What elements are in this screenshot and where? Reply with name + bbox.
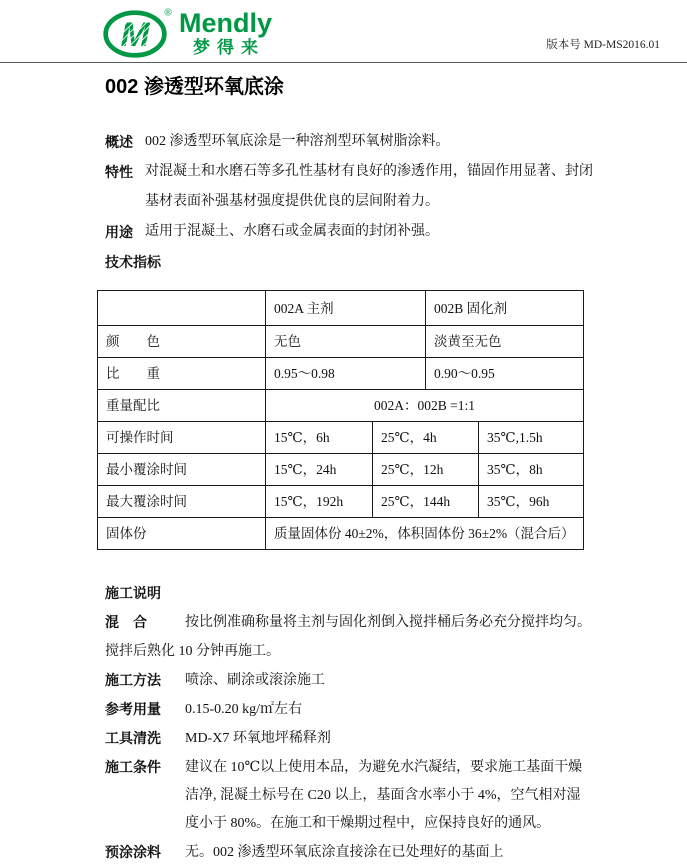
min-recoat-15: 15℃，24h <box>266 454 373 485</box>
usage-label: 用途 <box>105 224 133 240</box>
intro-section <box>105 127 657 277</box>
table-row-op-time <box>98 422 583 454</box>
construction-heading: 施工说明 <box>105 585 161 601</box>
color-b: 淡黄至无色 <box>434 334 502 349</box>
table-row-color <box>98 326 583 358</box>
ratio-label: 重量配比 <box>98 390 266 421</box>
conditions-text: 建议在 10℃以上使用本品，为避免水汽凝结，要求施工基面干燥洁净, 混凝土标号在 C20 以上，基面含水率小于 4%，空气相对湿度小于 80%。在施工和干燥期过程中，应保持良好的通风。 <box>185 760 583 831</box>
overview-text: 002 渗透型环氧底涂是一种溶剂型环氧树脂涂料。 <box>145 134 450 149</box>
conditions-label: 施工条件 <box>105 759 161 775</box>
registered-mark-icon: ® <box>164 7 172 19</box>
mixing-label: 混 合 <box>105 614 147 630</box>
mixing-row <box>105 608 657 637</box>
overview-label: 概述 <box>105 134 133 150</box>
solids-label: 固体份 <box>98 518 266 549</box>
header-002a: 002A 主剂 <box>266 291 426 325</box>
color-a: 无色 <box>266 326 426 357</box>
page-title: 002 渗透型环氧底涂 <box>105 76 284 98</box>
gravity-b: 0.90～0.95 <box>434 366 495 381</box>
conditions-row <box>105 753 657 838</box>
usage-text: 适用于混凝土、水磨石或金属表面的封闭补强。 <box>145 224 439 239</box>
features-row <box>105 157 657 217</box>
max-recoat-35: 35℃，96h <box>487 494 550 509</box>
cleaning-text: MD-X7 环氧地坪稀释剂 <box>185 731 331 746</box>
max-recoat-15: 15℃，192h <box>266 486 373 517</box>
table-row-ratio <box>98 390 583 422</box>
mixing-note: 搅拌后熟化 10 分钟再施工。 <box>105 644 280 659</box>
color-label: 颜 色 <box>98 326 266 357</box>
brand-name-cn: 梦得来 <box>193 38 265 57</box>
method-text: 喷涂、刷涂或滚涂施工 <box>185 673 325 688</box>
solids-value: 质量固体份 40±2%，体积固体份 36±2%（混合后） <box>274 526 575 541</box>
cleaning-label: 工具清洗 <box>105 730 161 746</box>
op-time-35: 35℃,1.5h <box>487 430 543 445</box>
method-row <box>105 666 657 695</box>
construction-section <box>105 578 657 867</box>
dosage-row <box>105 695 657 724</box>
table-row-solids <box>98 518 583 549</box>
min-recoat-25: 25℃，12h <box>373 454 479 485</box>
max-recoat-label: 最大覆涂时间 <box>98 486 266 517</box>
op-time-label: 可操作时间 <box>98 422 266 453</box>
min-recoat-label: 最小覆涂时间 <box>98 454 266 485</box>
precoat-row <box>105 838 657 867</box>
page-header <box>0 0 687 63</box>
gravity-a: 0.95～0.98 <box>266 358 426 389</box>
op-time-25: 25℃，4h <box>373 422 479 453</box>
features-label: 特性 <box>105 164 133 180</box>
tech-table <box>97 290 584 550</box>
max-recoat-25: 25℃，144h <box>373 486 479 517</box>
mixing-text: 按比例准确称量将主剂与固化剂倒入搅拌桶后务必充分搅拌均匀。 <box>185 615 591 630</box>
tech-indicators-heading: 技术指标 <box>105 254 161 270</box>
version-number: 版本号 MD-MS2016.01 <box>546 39 660 51</box>
table-row-gravity <box>98 358 583 390</box>
precoat-text: 无。002 渗透型环氧底涂直接涂在已处理好的基面上 <box>185 845 504 860</box>
gravity-label: 比 重 <box>98 358 266 389</box>
brand-name: Mendly <box>179 8 273 38</box>
table-row-max-recoat <box>98 486 583 518</box>
precoat-label: 预涂涂料 <box>105 844 161 860</box>
dosage-label: 参考用量 <box>105 701 161 717</box>
brand-text <box>179 6 272 56</box>
cleaning-row <box>105 724 657 753</box>
table-row-min-recoat <box>98 454 583 486</box>
method-label: 施工方法 <box>105 672 161 688</box>
min-recoat-35: 35℃，8h <box>487 462 543 477</box>
dosage-text: 0.15-0.20 kg/㎡左右 <box>185 702 303 717</box>
features-text: 对混凝土和水磨石等多孔性基材有良好的渗透作用，锚固作用显著、封闭基材表面补强基材强度提供优良的层间附着力。 <box>145 164 593 209</box>
header-002b: 002B 固化剂 <box>434 301 508 316</box>
op-time-15: 15℃，6h <box>266 422 373 453</box>
table-row-header <box>98 291 583 326</box>
header-empty-cell <box>98 291 266 325</box>
brand-logo-icon <box>103 6 175 58</box>
overview-row <box>105 127 657 157</box>
ratio-value: 002A：002B =1:1 <box>374 398 475 413</box>
svg-text:M: M <box>120 16 150 54</box>
brand-logo <box>103 6 272 58</box>
usage-row <box>105 217 657 247</box>
